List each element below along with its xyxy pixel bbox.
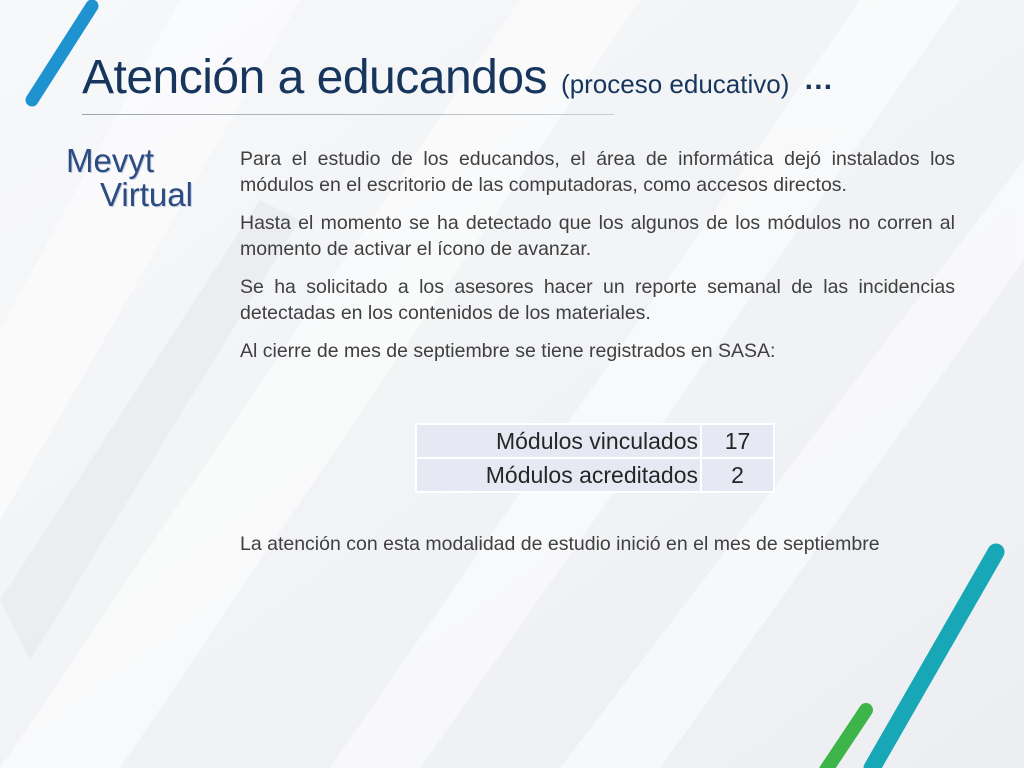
stats-label-acreditados: Módulos acreditados xyxy=(416,458,701,492)
stats-label-vinculados: Módulos vinculados xyxy=(416,424,701,458)
slide-title-ellipsis: … xyxy=(803,63,834,96)
table-row xyxy=(416,458,774,492)
slide-title-main: Atención a educandos xyxy=(82,51,548,104)
mevyt-virtual-logo xyxy=(62,142,212,222)
paragraph-2: Hasta el momento se ha detectado que los algunos de los módulos no corren al momento de activar el ícono de avanzar. xyxy=(240,212,955,260)
slide-title-subtitle: (proceso educativo) xyxy=(561,69,790,99)
stats-value-vinculados: 17 xyxy=(701,424,774,458)
logo-text-line2: Virtual xyxy=(100,176,193,213)
stats-table xyxy=(415,423,775,493)
slide-title xyxy=(82,50,962,105)
title-underline xyxy=(82,114,614,115)
paragraph-4: Al cierre de mes de septiembre se tiene registrados en SASA: xyxy=(240,340,776,362)
stats-value-acreditados: 2 xyxy=(701,458,774,492)
closing-paragraph: La atención con esta modalidad de estudio inició en el mes de septiembre xyxy=(240,533,880,555)
paragraph-1: Para el estudio de los educandos, el área de informática dejó instalados los módulos en el escritorio de las computadoras, como accesos directos. xyxy=(240,148,955,196)
paragraph-3: Se ha solicitado a los asesores hacer un reporte semanal de las incidencias detectadas en los contenidos de los materiales. xyxy=(240,276,955,324)
logo-text-line1: Mevyt xyxy=(66,142,155,179)
body-text xyxy=(240,146,955,376)
table-row xyxy=(416,424,774,458)
